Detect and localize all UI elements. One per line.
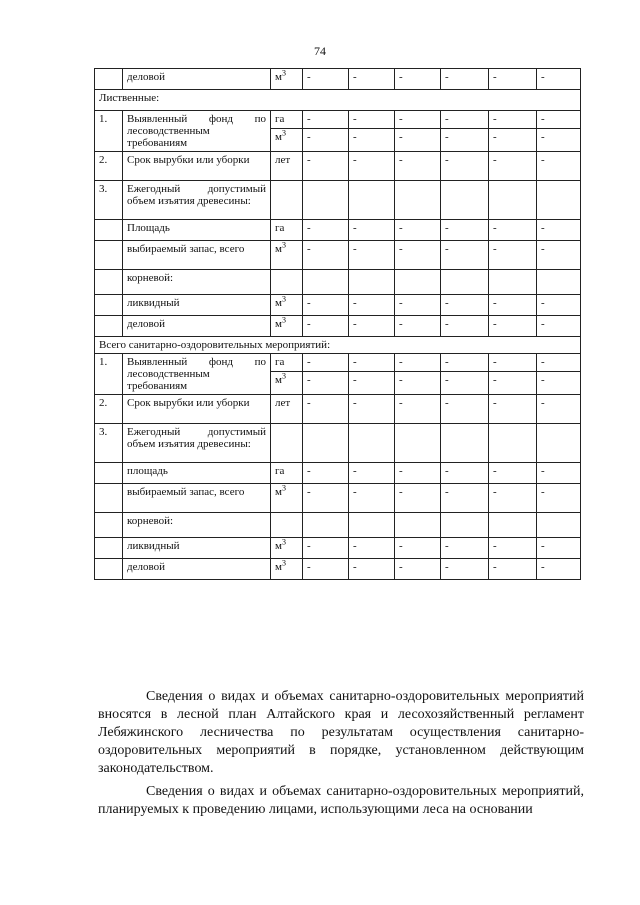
value-cell: - — [349, 559, 395, 580]
value-cell: - — [349, 484, 395, 513]
value-cell: - — [349, 152, 395, 181]
value-cell: - — [303, 354, 349, 372]
paragraph-2: Сведения о видах и объемах санитарно-оздоровительных мероприятий, планируемых к проведению лицами, использующими леса на основании — [98, 784, 584, 817]
unit-cell: $м^3$ — [271, 241, 303, 270]
value-cell: - — [303, 220, 349, 241]
value-cell: - — [537, 316, 581, 337]
value-cell: - — [395, 463, 441, 484]
value-cell: - — [303, 241, 349, 270]
table-row — [95, 559, 581, 580]
row-label: Ежегодный допустимый объем изъятия древесины: — [123, 424, 271, 463]
row-number: 2. — [95, 152, 123, 181]
value-cell: - — [395, 152, 441, 181]
row-label: выбираемый запас, всего — [123, 241, 271, 270]
value-cell: - — [303, 295, 349, 316]
value-cell: - — [395, 395, 441, 424]
section-heading-deciduous: Лиственные: — [95, 90, 581, 111]
row-label: площадь — [123, 463, 271, 484]
row-label: корневой: — [123, 513, 271, 538]
value-cell: - — [537, 295, 581, 316]
unit-cell: га — [271, 111, 303, 129]
table-row — [95, 152, 581, 181]
table-row — [95, 181, 581, 220]
value-cell: - — [537, 395, 581, 424]
value-cell: - — [537, 111, 581, 129]
unit-cell: $м^3$ — [271, 538, 303, 559]
value-cell: - — [303, 559, 349, 580]
row-label: Площадь — [123, 220, 271, 241]
row-number: 1. — [95, 354, 123, 395]
value-cell: - — [303, 484, 349, 513]
value-cell: - — [303, 538, 349, 559]
unit-cell: лет — [271, 395, 303, 424]
value-cell: - — [395, 69, 441, 90]
row-label: Срок вырубки или уборки — [123, 152, 271, 181]
unit-cell: $м^3$ — [271, 295, 303, 316]
paragraph-1: Сведения о видах и объемах санитарно-оздоровительных мероприятий вносятся в лесной план Алтайского края и лесохозяйственный регламент Лебяжинского лесничества по результатам осуществления санитарно-оздоровительных мероприятий в порядке, установленном действующим законодательством. — [98, 689, 584, 776]
value-cell: - — [395, 220, 441, 241]
value-cell: - — [395, 295, 441, 316]
value-cell: - — [303, 316, 349, 337]
value-cell: - — [349, 354, 395, 372]
value-cell: - — [537, 559, 581, 580]
value-cell: - — [441, 295, 489, 316]
section-row — [95, 90, 581, 111]
value-cell: - — [537, 129, 581, 152]
row-label: ликвидный — [123, 295, 271, 316]
row-number: 3. — [95, 424, 123, 463]
row-number: 3. — [95, 181, 123, 220]
row-label: деловой — [123, 69, 271, 90]
value-cell: - — [349, 316, 395, 337]
unit-cell: $м^3$ — [271, 316, 303, 337]
value-cell: - — [489, 295, 537, 316]
value-cell: - — [349, 129, 395, 152]
value-cell: - — [441, 220, 489, 241]
value-cell: - — [441, 372, 489, 395]
value-cell: - — [537, 372, 581, 395]
value-cell: - — [537, 354, 581, 372]
row-number: 2. — [95, 395, 123, 424]
value-cell: - — [441, 152, 489, 181]
unit-cell: $м^3$ — [271, 372, 303, 395]
value-cell: - — [489, 316, 537, 337]
table-row — [95, 395, 581, 424]
value-cell: - — [349, 372, 395, 395]
value-cell: - — [489, 372, 537, 395]
value-cell: - — [489, 354, 537, 372]
value-cell: - — [303, 152, 349, 181]
value-cell: - — [349, 463, 395, 484]
value-cell: - — [303, 69, 349, 90]
section-heading-total: Всего санитарно-оздоровительных мероприятий: — [95, 337, 581, 354]
value-cell: - — [441, 538, 489, 559]
value-cell: - — [441, 463, 489, 484]
value-cell: - — [303, 129, 349, 152]
value-cell: - — [395, 372, 441, 395]
value-cell: - — [537, 69, 581, 90]
value-cell: - — [441, 111, 489, 129]
value-cell: - — [441, 484, 489, 513]
table-row — [95, 484, 581, 513]
value-cell: - — [395, 484, 441, 513]
table-row — [95, 295, 581, 316]
table-row — [95, 220, 581, 241]
value-cell: - — [395, 354, 441, 372]
value-cell: - — [441, 395, 489, 424]
table-row — [95, 241, 581, 270]
row-label: деловой — [123, 559, 271, 580]
table-row — [95, 424, 581, 463]
row-number: 1. — [95, 111, 123, 152]
value-cell: - — [349, 295, 395, 316]
value-cell: - — [441, 129, 489, 152]
value-cell: - — [489, 152, 537, 181]
value-cell: - — [489, 111, 537, 129]
value-cell: - — [489, 220, 537, 241]
value-cell: - — [349, 241, 395, 270]
measures-table — [94, 68, 581, 580]
value-cell: - — [441, 241, 489, 270]
value-cell: - — [489, 559, 537, 580]
table-row — [95, 111, 581, 129]
value-cell: - — [537, 463, 581, 484]
value-cell: - — [441, 316, 489, 337]
value-cell: - — [395, 559, 441, 580]
row-label: ликвидный — [123, 538, 271, 559]
value-cell: - — [537, 484, 581, 513]
value-cell: - — [303, 395, 349, 424]
value-cell: - — [537, 152, 581, 181]
unit-cell: $м^3$ — [271, 129, 303, 152]
table-row — [95, 69, 581, 90]
value-cell: - — [349, 69, 395, 90]
value-cell: - — [349, 538, 395, 559]
row-label: корневой: — [123, 270, 271, 295]
value-cell: - — [489, 538, 537, 559]
table-row — [95, 270, 581, 295]
value-cell: - — [489, 129, 537, 152]
row-label: выбираемый запас, всего — [123, 484, 271, 513]
value-cell: - — [395, 129, 441, 152]
unit-cell: $м^3$ — [271, 484, 303, 513]
value-cell: - — [303, 463, 349, 484]
table-row — [95, 513, 581, 538]
value-cell: - — [395, 538, 441, 559]
table-row — [95, 463, 581, 484]
value-cell: - — [349, 111, 395, 129]
value-cell: - — [349, 220, 395, 241]
unit-cell: га — [271, 220, 303, 241]
value-cell: - — [489, 395, 537, 424]
value-cell: - — [489, 463, 537, 484]
row-label: Ежегодный допустимый объем изъятия древесины: — [123, 181, 271, 220]
value-cell: - — [489, 241, 537, 270]
value-cell: - — [303, 111, 349, 129]
page-number: 74 — [314, 44, 326, 58]
value-cell: - — [395, 316, 441, 337]
value-cell: - — [441, 559, 489, 580]
unit-cell: га — [271, 463, 303, 484]
table-row — [95, 538, 581, 559]
value-cell: - — [537, 241, 581, 270]
value-cell: - — [537, 538, 581, 559]
value-cell: - — [441, 354, 489, 372]
value-cell: - — [441, 69, 489, 90]
unit-cell: $м^3$ — [271, 559, 303, 580]
row-label: Выявленный фонд по лесоводственным требованиям — [123, 111, 271, 152]
row-label: деловой — [123, 316, 271, 337]
unit-cell: $м^3$ — [271, 69, 303, 90]
value-cell: - — [349, 395, 395, 424]
value-cell: - — [537, 220, 581, 241]
value-cell: - — [489, 484, 537, 513]
value-cell: - — [395, 241, 441, 270]
unit-cell: лет — [271, 152, 303, 181]
row-label: Срок вырубки или уборки — [123, 395, 271, 424]
value-cell: - — [489, 69, 537, 90]
value-cell: - — [395, 111, 441, 129]
row-label: Выявленный фонд по лесоводственным требованиям — [123, 354, 271, 395]
table-row — [95, 354, 581, 372]
value-cell: - — [303, 372, 349, 395]
table-row — [95, 316, 581, 337]
section-row — [95, 337, 581, 354]
unit-cell: га — [271, 354, 303, 372]
